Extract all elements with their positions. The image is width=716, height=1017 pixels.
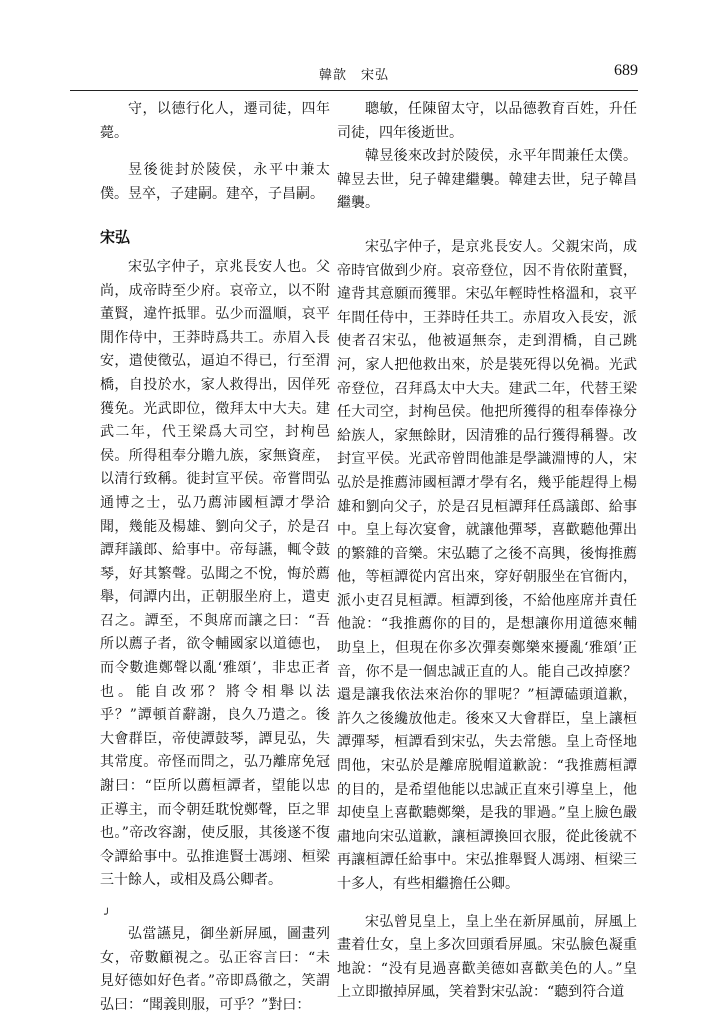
paragraph: 韓昱後來改封於陵侯，永平年間兼任太僕。韓昱去世，兒子韓建繼襲。韓建去世，兒子韓昌繼襲。 <box>337 148 637 212</box>
paragraph: 弘當讌見，御坐新屏風，圖畫列女，帝數顧視之。弘正容言曰：“未見好德如好色者。”帝即爲徹之，笑謂弘曰：“聞義則服，可乎？”對曰： <box>100 926 330 1013</box>
paragraph: 守，以德行化人，遷司徒，四年薨。 <box>100 101 330 141</box>
header-rule <box>70 90 638 91</box>
page-header <box>70 64 638 84</box>
translation-column <box>337 98 637 1005</box>
running-title: 韓歆 宋弘 <box>318 68 389 83</box>
paragraph: 宋弘曾見皇上，皇上坐在新屏風前，屏風上畫着仕女，皇上多次回頭看屏風。宋弘臉色凝重地說：“没有見過喜歡美德如喜歡美色的人。”皇上立即撤掉屏風，笑着對宋弘說：“聽到符合道 <box>337 913 637 1001</box>
classical-text-column <box>100 98 330 1017</box>
paragraph: 聰敏，任陳留太守，以品德教育百姓，升任司徒，四年後逝世。 <box>337 101 637 141</box>
paragraph: 宋弘字仲子，是京兆長安人。父親宋尚，成帝時官做到少府。哀帝登位，因不肯依附董賢，違背其意願而獲罪。宋弘年輕時性格溫和，哀平年間任侍中，王莽時任共工。赤眉攻入長安，派使者召宋弘，他被逼無奈，走到渭橋，自己跳河，家人把他救出來，於是裝死得以免禍。光武帝登位，召拜爲太中大夫。建武二年，代替王梁任大司空，封栒邑侯。他把所獲得的租奉俸祿分給族人，家無餘財，因清雅的品行獲得稱譽。改封宣平侯。光武帝曾問他誰是學識淵博的人，宋弘於是推薦沛國桓譚才學有名，幾乎能趕得上楊雄和劉向父子，於是召見桓譚拜任爲議郎、給事中。皇上每次宴會，就讓他彈琴，喜歡聽他彈出的繁雜的音樂。宋弘聽了之後不高興，後悔推薦他，等桓譚從内宮出來，穿好朝服坐在官衙内，派小吏召見桓譚。桓譚到後，不給他座席并責任他說：“我推薦你的目的，是想讓你用道德來輔助皇上，但現在你多次彈奏鄭樂來擾亂‘雅頌’正音，你不是一個忠誠正直的人。能自己改掉麽？還是讓我依法來治你的罪呢？”桓譚磕頭道歉，許久之後纔放他走。後來又大會群臣，皇上讓桓譚彈琴，桓譚看到宋弘，失去常態。皇上奇怪地問他，宋弘於是離席脱帽道歉說：“我推薦桓譚的目的，是希望他能以忠誠正直來引導皇上，他却使皇上喜歡聽鄭樂，是我的罪過。”皇上臉色嚴肅地向宋弘道歉，讓桓譚換回衣服，從此後就不再讓桓譚任給事中。宋弘推舉賢人馮翊、桓梁三十多人，有些相繼擔任公卿。 <box>337 238 637 892</box>
section-heading: 宋弘 <box>100 228 131 247</box>
paragraph: 昱後徙封於陵侯，永平中兼太僕。昱卒，子建嗣。建卒，子昌嗣。 <box>100 162 330 202</box>
paragraph: 宋弘字仲子，京兆長安人也。父尚，成帝時至少府。哀帝立，以不附董賢，違忤抵罪。弘少而溫順，哀平閒作侍中，王莽時爲共工。赤眉入長安，遣使徵弘，逼迫不得已，行至渭橋，自投於水，家人救得出，因佯死獲免。光武即位，徵拜太中大夫。建武二年，代王梁爲大司空，封栒邑侯。所得租奉分贍九族，家無資産，以清行致稱。徙封宣平侯。帝嘗問弘通博之士，弘乃薦沛國桓譚才學洽聞，幾能及楊雄、劉向父子，於是召譚拜議郎、給事中。帝每讌，輒令鼓琴，好其繁聲。弘聞之不悅，悔於薦舉，伺譚内出，正朝服坐府上，遣吏召之。譚至，不與席而讓之曰：“吾所以薦子者，欲令輔國家以道德也，而令數進鄭聲以亂‘雅頌’，非忠正者也。能自改邪？將令相舉以法乎？”譚頓首辭謝，良久乃遣之。後大會群臣，帝使譚鼓琴，譚見弘，失其常度。帝怪而問之，弘乃離席免冠謝曰：“臣所以薦桓譚者，望能以忠正導主，而令朝廷耽悅鄭聲，臣之罪也。”帝改容謝，使反服，其後遂不復令譚給事中。弘推進賢士馮翊、桓梁三十餘人，或相及爲公卿者。 <box>100 258 330 889</box>
page-number: 689 <box>614 62 638 79</box>
scribble-mark: ╯ <box>104 908 111 921</box>
